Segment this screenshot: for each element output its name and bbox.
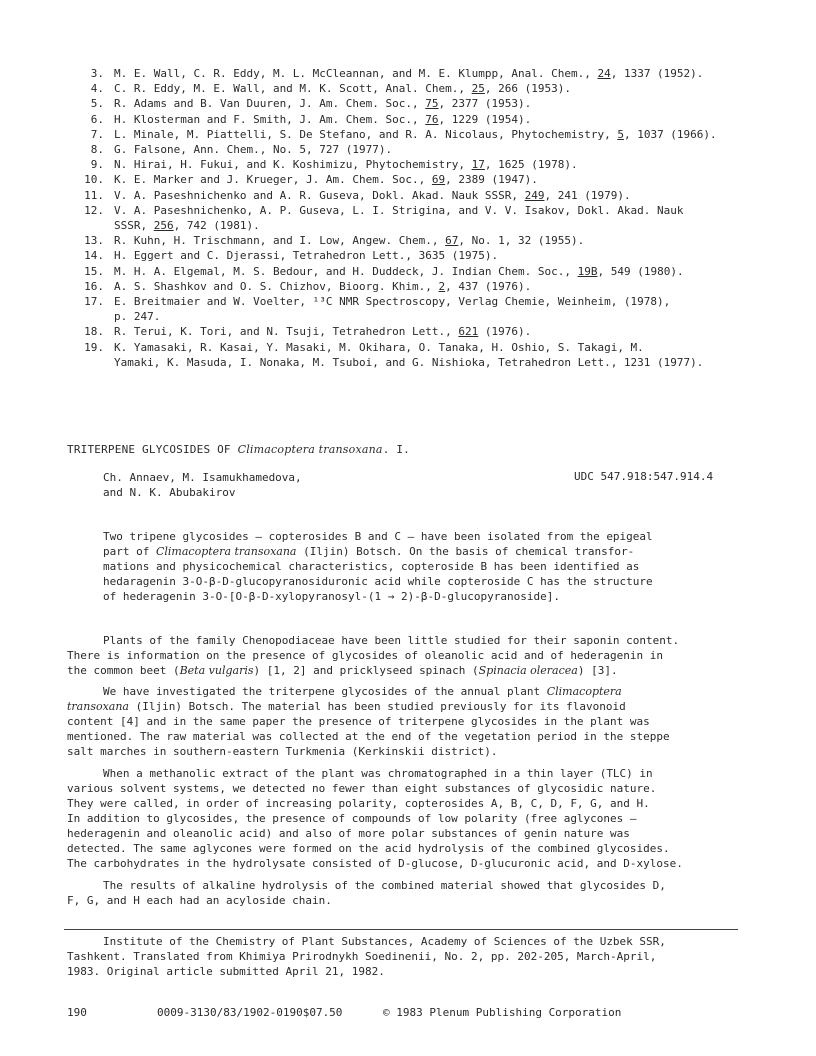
paragraph-line	[67, 663, 757, 678]
reference-text	[114, 248, 792, 263]
text-run: V. A. Paseshnichenko, A. P. Guseva, L. I. Strigina, and V. V. Isakov, Dokl. Akad. Nauk	[114, 203, 684, 217]
issn-code: 0009-3130/83/1902-0190$07.50	[157, 1006, 343, 1019]
reference-item	[72, 248, 792, 263]
reference-number: 9.	[90, 158, 104, 172]
reference-item	[72, 188, 792, 203]
text-run: R. Terui, K. Tori, and N. Tsuji, Tetrahedron Lett.,	[114, 325, 459, 339]
text-run: Plants of the family Chenopodiaceae have been little studied for their saponin content.	[103, 634, 680, 647]
article-title-species: Climacoptera transoxana	[237, 443, 383, 456]
italic-text: Beta vulgaris	[179, 664, 254, 677]
text-run: , 1037 (1966).	[623, 127, 717, 141]
authors-line-1: Ch. Annaev, M. Isamukhamedova,	[103, 471, 302, 484]
reference-text	[114, 294, 792, 324]
text-run: , 2377 (1953).	[438, 97, 532, 111]
paragraph-line	[67, 826, 757, 841]
article-title	[67, 443, 410, 456]
reference-text	[114, 127, 792, 142]
paragraph-line	[67, 781, 757, 796]
text-run: (Iljin) Botsch. On the basis of chemical transfor-	[296, 545, 635, 558]
text-run: , 241 (1979).	[544, 188, 631, 202]
text-run: A. S. Shashkov and O. S. Chizhov, Bioorg. Khim.,	[114, 279, 439, 293]
paragraph-line	[67, 714, 757, 729]
reference-number: 17.	[84, 295, 104, 309]
reference-item	[72, 142, 792, 157]
reference-text	[114, 81, 792, 96]
text-run: L. Minale, M. Piattelli, S. De Stefano, and R. A. Nicolaus, Phytochemistry,	[114, 127, 618, 141]
text-run: , 437 (1976).	[445, 279, 532, 293]
footnote-line: 1983. Original article submitted April 21, 1982.	[67, 965, 385, 978]
reference-text	[114, 112, 792, 127]
text-run: Two tripene glycosides — copterosides B and C — have been isolated from the epigeal	[103, 530, 653, 543]
text-run: p. 247.	[114, 310, 161, 324]
reference-text	[114, 264, 792, 279]
body-paragraph-4	[67, 878, 757, 908]
abstract-line	[103, 529, 743, 544]
text-run: mations and physicochemical characteristics, copteroside B has been identified as	[103, 560, 640, 573]
text-run: They were called, in order of increasing polarity, copterosides A, B, C, D, F, G, and H.	[67, 797, 650, 810]
copyright-notice: © 1983 Plenum Publishing Corporation	[383, 1006, 622, 1019]
text-run: ) [1, 2] and pricklyseed spinach (	[253, 664, 479, 677]
reference-number: 4.	[90, 82, 104, 96]
paragraph-line	[67, 893, 757, 908]
reference-list	[72, 66, 792, 370]
reference-number: 6.	[90, 112, 104, 126]
footnote-line: Institute of the Chemistry of Plant Substances, Academy of Sciences of the Uzbek SSR,	[103, 935, 666, 948]
paragraph-line	[67, 766, 757, 781]
text-run: hederagenin and oleanolic acid) and also of more polar substances of genin nature was	[67, 827, 630, 840]
footnote-line: Tashkent. Translated from Khimiya Prirodnykh Soedinenii, No. 2, pp. 202-205, March-April,	[67, 950, 657, 963]
text-run: detected. The same aglycones were formed on the acid hydrolysis of the combined glycosides.	[67, 842, 670, 855]
text-run: salt marches in southern-eastern Turkmenia (Kerkinskii district).	[67, 745, 498, 758]
reference-text	[114, 340, 792, 370]
reference-text	[114, 157, 792, 172]
text-run: , 1337 (1952).	[610, 67, 704, 80]
paragraph-line	[67, 729, 757, 744]
reference-number: 19.	[84, 340, 104, 354]
text-run: (Iljin) Botsch. The material has been studied previously for its flavonoid	[129, 700, 626, 713]
text-run: The carbohydrates in the hydrolysate consisted of D-glucose, D-glucuronic acid, and D-xylose.	[67, 857, 683, 870]
text-run: hedaragenin 3-O-β-D-glucopyranosiduronic acid while copteroside C has the structure	[103, 575, 653, 588]
text-run: ) [3].	[577, 664, 618, 677]
text-run: E. Breitmaier and W. Voelter, ¹³C NMR Spectroscopy, Verlag Chemie, Weinheim, (1978),	[114, 295, 671, 309]
volume-number: 19B	[577, 264, 598, 278]
volume-number: 256	[153, 219, 174, 233]
reference-continuation	[114, 309, 792, 324]
body-paragraph-3	[67, 766, 757, 871]
abstract-line	[103, 589, 743, 604]
volume-number: 17	[471, 158, 485, 172]
reference-text	[114, 233, 792, 248]
reference-number: 8.	[90, 143, 104, 157]
text-run: part of	[103, 545, 156, 558]
volume-number: 67	[445, 234, 459, 248]
reference-text	[114, 279, 792, 294]
text-run: C. R. Eddy, M. E. Wall, and M. K. Scott, Anal. Chem.,	[114, 82, 472, 96]
volume-number: 2	[438, 279, 446, 293]
reference-item	[72, 127, 792, 142]
text-run: In addition to glycosides, the presence of compounds of low polarity (free aglycones —	[67, 812, 637, 825]
abstract-line	[103, 544, 743, 559]
text-run: , 742 (1981).	[173, 219, 260, 233]
reference-continuation	[114, 218, 792, 233]
reference-number: 10.	[84, 173, 104, 187]
text-run: We have investigated the triterpene glycosides of the annual plant	[103, 685, 547, 698]
article-title-suffix: . I.	[382, 443, 410, 456]
reference-item	[72, 172, 792, 187]
text-run: The results of alkaline hydrolysis of the combined material showed that glycosides D,	[103, 879, 666, 892]
udc-code: UDC 547.918:547.914.4	[574, 470, 714, 483]
text-run: N. Hirai, H. Fukui, and K. Koshimizu, Phytochemistry,	[114, 158, 472, 172]
volume-number: 76	[425, 112, 439, 126]
text-run: , 1229 (1954).	[438, 112, 532, 126]
abstract	[103, 529, 743, 604]
paragraph-line	[67, 633, 757, 648]
paragraph-line	[67, 684, 757, 699]
reference-item	[72, 203, 792, 233]
reference-text	[114, 172, 792, 187]
volume-number: 69	[431, 173, 446, 187]
affiliation-footnote	[67, 934, 666, 979]
page-number: 190	[67, 1006, 87, 1019]
text-run: content [4] and in the same paper the presence of triterpene glycosides in the plant was	[67, 715, 650, 728]
paragraph-line	[67, 841, 757, 856]
reference-text	[114, 142, 792, 157]
text-run: various solvent systems, we detected no fewer than eight substances of glycosidic nature.	[67, 782, 657, 795]
reference-number: 5.	[90, 97, 104, 111]
reference-item	[72, 264, 792, 279]
text-run: , No. 1, 32 (1955).	[458, 234, 585, 248]
italic-text: Climacoptera transoxana	[155, 545, 297, 558]
reference-continuation	[114, 355, 792, 370]
text-run: K. E. Marker and J. Krueger, J. Am. Chem. Soc.,	[114, 173, 432, 187]
abstract-line	[103, 559, 743, 574]
volume-number: 621	[458, 325, 479, 339]
reference-text	[114, 188, 792, 203]
reference-number: 13.	[84, 234, 104, 248]
text-run: M. E. Wall, C. R. Eddy, M. L. McCleannan, and M. E. Klumpp, Anal. Chem.,	[114, 67, 598, 80]
article-title-prefix: TRITERPENE GLYCOSIDES OF	[67, 443, 238, 456]
text-run: Yamaki, K. Masuda, I. Nonaka, M. Tsuboi, and G. Nishioka, Tetrahedron Lett., 1231 (1977).	[114, 355, 704, 369]
reference-item	[72, 340, 792, 370]
paragraph-line	[67, 811, 757, 826]
italic-text: Climacoptera	[546, 685, 622, 698]
reference-number: 16.	[84, 279, 104, 293]
volume-number: 249	[524, 188, 545, 202]
paragraph-line	[67, 699, 757, 714]
reference-number: 12.	[84, 203, 104, 217]
text-run: G. Falsone, Ann. Chem., No. 5, 727 (1977).	[114, 143, 393, 157]
body-paragraph-2	[67, 684, 757, 759]
text-run: mentioned. The raw material was collected at the end of the vegetation period in the steppe	[67, 730, 670, 743]
reference-number: 3.	[90, 67, 104, 80]
text-run: There is information on the presence of glycosides of oleanolic acid and of hederagenin in	[67, 649, 664, 662]
text-run: , 1625 (1978).	[484, 158, 578, 172]
text-run: , 549 (1980).	[597, 264, 684, 278]
reference-text	[114, 96, 792, 111]
reference-number: 15.	[84, 264, 104, 278]
text-run: H. Klosterman and F. Smith, J. Am. Chem. Soc.,	[114, 112, 426, 126]
footnote-divider	[64, 929, 738, 930]
paragraph-line	[67, 878, 757, 893]
paragraph-line	[67, 796, 757, 811]
paragraph-line	[67, 856, 757, 871]
volume-number: 25	[471, 82, 485, 96]
reference-item	[72, 66, 792, 81]
text-run: R. Kuhn, H. Trischmann, and I. Low, Angew. Chem.,	[114, 234, 446, 248]
paragraph-line	[67, 744, 757, 759]
volume-number: 24	[597, 67, 611, 80]
body-paragraph-1	[67, 633, 757, 678]
reference-text	[114, 203, 792, 233]
volume-number: 75	[425, 97, 439, 111]
reference-item	[72, 157, 792, 172]
text-run: V. A. Paseshnichenko and A. R. Guseva, Dokl. Akad. Nauk SSSR,	[114, 188, 525, 202]
text-run: , 2389 (1947).	[445, 173, 538, 187]
reference-item	[72, 324, 792, 339]
italic-text: transoxana	[67, 700, 129, 713]
text-run: R. Adams and B. Van Duuren, J. Am. Chem. Soc.,	[114, 97, 426, 111]
text-run: of hederagenin 3-O-[O-β-D-xylopyranosyl-(1 → 2)-β-D-glucopyranoside].	[103, 590, 560, 603]
volume-number: 5	[617, 127, 624, 141]
text-run: F, G, and H each had an acyloside chain.	[67, 894, 332, 907]
reference-number: 14.	[84, 249, 104, 263]
reference-item	[72, 81, 792, 96]
italic-text: Spinacia oleracea	[478, 664, 578, 677]
text-run: SSSR,	[114, 219, 154, 233]
reference-text	[114, 66, 792, 81]
text-run: , 266 (1953).	[484, 82, 571, 96]
reference-item	[72, 294, 792, 324]
text-run: K. Yamasaki, R. Kasai, Y. Masaki, M. Okihara, O. Tanaka, H. Oshio, S. Takagi, M.	[114, 340, 644, 354]
paragraph-line	[67, 648, 757, 663]
reference-number: 11.	[84, 188, 104, 202]
reference-text	[114, 324, 792, 339]
reference-item	[72, 233, 792, 248]
abstract-line	[103, 574, 743, 589]
reference-item	[72, 112, 792, 127]
text-run: (1976).	[478, 325, 532, 339]
reference-item	[72, 96, 792, 111]
reference-number: 18.	[84, 325, 104, 339]
text-run: When a methanolic extract of the plant was chromatographed in a thin layer (TLC) in	[103, 767, 653, 780]
reference-item	[72, 279, 792, 294]
author-list	[103, 470, 302, 500]
authors-line-2: and N. K. Abubakirov	[103, 486, 236, 499]
reference-number: 7.	[90, 127, 104, 141]
text-run: H. Eggert and C. Djerassi, Tetrahedron Lett., 3635 (1975).	[114, 249, 499, 263]
text-run: M. H. A. Elgemal, M. S. Bedour, and H. Duddeck, J. Indian Chem. Soc.,	[114, 264, 578, 278]
text-run: the common beet (	[67, 664, 180, 677]
